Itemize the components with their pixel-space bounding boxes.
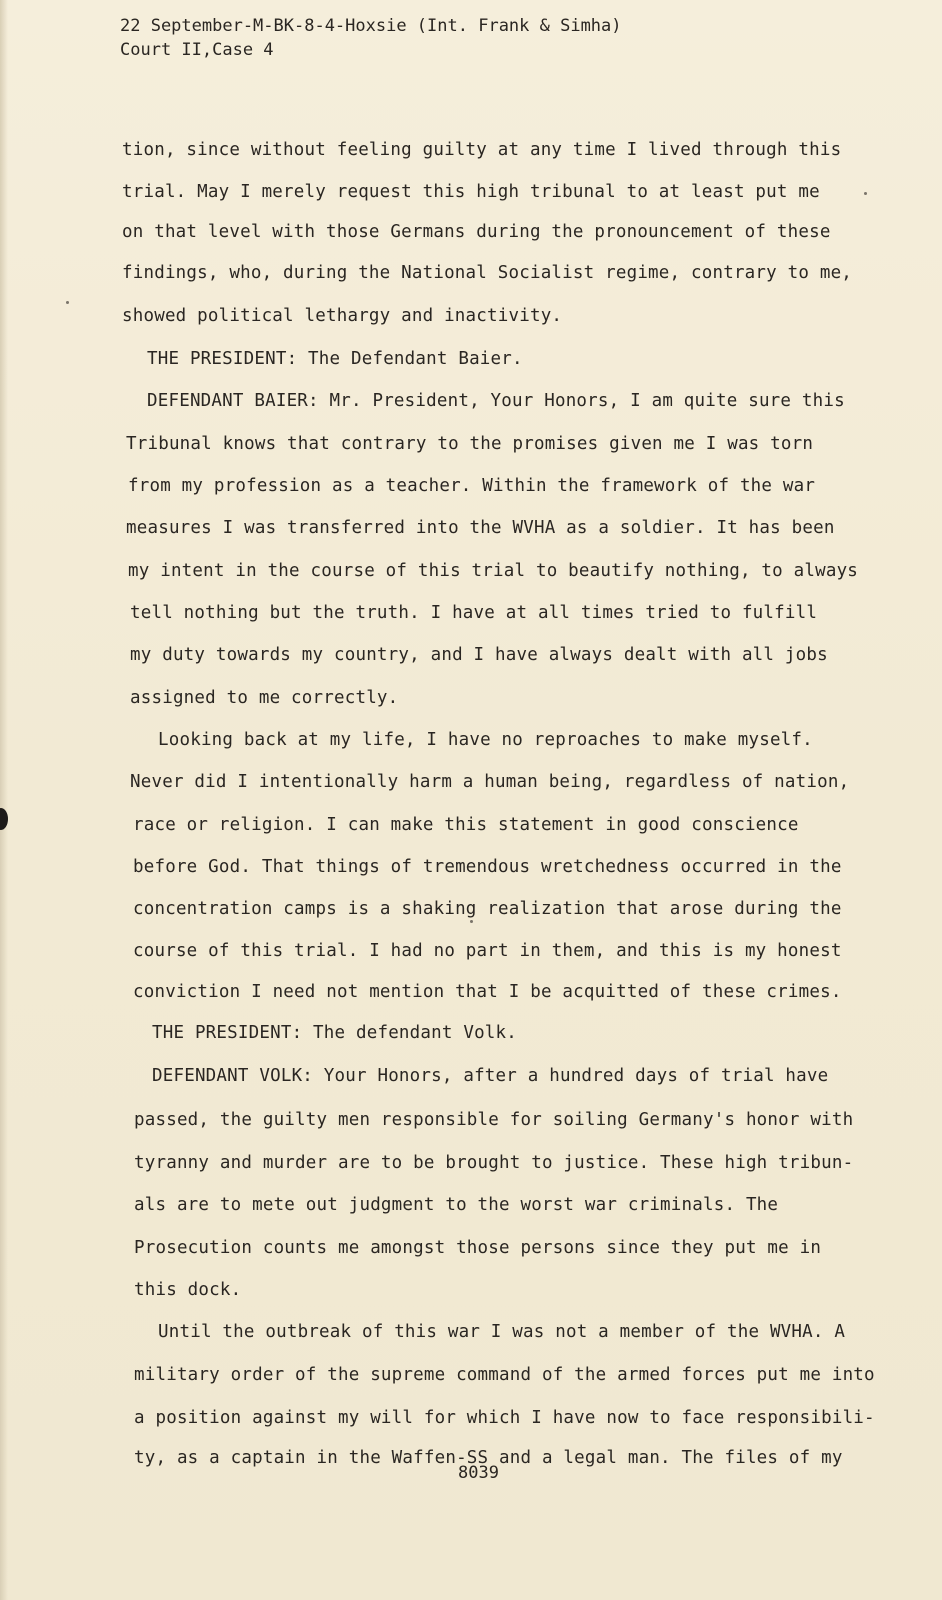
body-line: from my profession as a teacher. Within the framework of the war (128, 476, 816, 496)
body-line: DEFENDANT BAIER: Mr. President, Your Honors, I am quite sure this (147, 391, 845, 411)
body-line: THE PRESIDENT: The Defendant Baier. (147, 349, 523, 369)
paper-edge-shadow (0, 0, 8, 1600)
body-line: measures I was transferred into the WVHA as a soldier. It has been (126, 518, 835, 538)
body-line: course of this trial. I had no part in them, and this is my honest (133, 941, 842, 961)
body-line: tell nothing but the truth. I have at all times tried to fulfill (130, 603, 818, 623)
document-header (120, 14, 622, 62)
body-line: trial. May I merely request this high tribunal to at least put me (122, 182, 820, 202)
body-line: military order of the supreme command of the armed forces put me into (134, 1365, 875, 1385)
body-line: findings, who, during the National Socialist regime, contrary to me, (122, 263, 853, 283)
header-line-2: Court II,Case 4 (120, 40, 274, 60)
body-line: on that level with those Germans during the pronouncement of these (122, 222, 831, 242)
body-line: before God. That things of tremendous wretchedness occurred in the (133, 857, 842, 877)
paper-speck (470, 920, 473, 923)
body-line: ty, as a captain in the Waffen-SS and a legal man. The files of my (134, 1448, 843, 1468)
body-line: Prosecution counts me amongst those persons since they put me in (134, 1238, 822, 1258)
paper-speck (66, 301, 69, 304)
body-line: assigned to me correctly. (130, 688, 399, 708)
body-line: DEFENDANT VOLK: Your Honors, after a hundred days of trial have (152, 1066, 829, 1086)
body-line: als are to mete out judgment to the worst war criminals. The (134, 1195, 779, 1215)
body-line: race or religion. I can make this statement in good conscience (133, 815, 799, 835)
body-line: concentration camps is a shaking realization that arose during the (133, 899, 842, 919)
body-line: passed, the guilty men responsible for soiling Germany's honor with (134, 1110, 854, 1130)
body-line: my intent in the course of this trial to beautify nothing, to always (128, 561, 859, 581)
body-line: my duty towards my country, and I have always dealt with all jobs (130, 645, 828, 665)
paper-speck (864, 192, 867, 195)
body-line: a position against my will for which I have now to face responsibili- (134, 1408, 875, 1428)
body-line: Until the outbreak of this war I was not a member of the WVHA. A (158, 1322, 846, 1342)
body-line: tion, since without feeling guilty at any time I lived through this (122, 140, 842, 160)
body-line: showed political lethargy and inactivity. (122, 306, 563, 326)
body-line: this dock. (134, 1280, 242, 1300)
header-line-1: 22 September-M-BK-8-4-Hoxsie (Int. Frank & Simha) (120, 16, 622, 36)
body-line: Never did I intentionally harm a human being, regardless of nation, (130, 772, 850, 792)
body-line: Looking back at my life, I have no reproaches to make myself. (158, 730, 813, 750)
body-line: Tribunal knows that contrary to the promises given me I was torn (126, 434, 814, 454)
body-line: tyranny and murder are to be brought to justice. These high tribun- (134, 1153, 854, 1173)
page-number: 8039 (458, 1463, 499, 1483)
body-line: THE PRESIDENT: The defendant Volk. (152, 1023, 518, 1043)
body-line: conviction I need not mention that I be acquitted of these crimes. (133, 982, 842, 1002)
